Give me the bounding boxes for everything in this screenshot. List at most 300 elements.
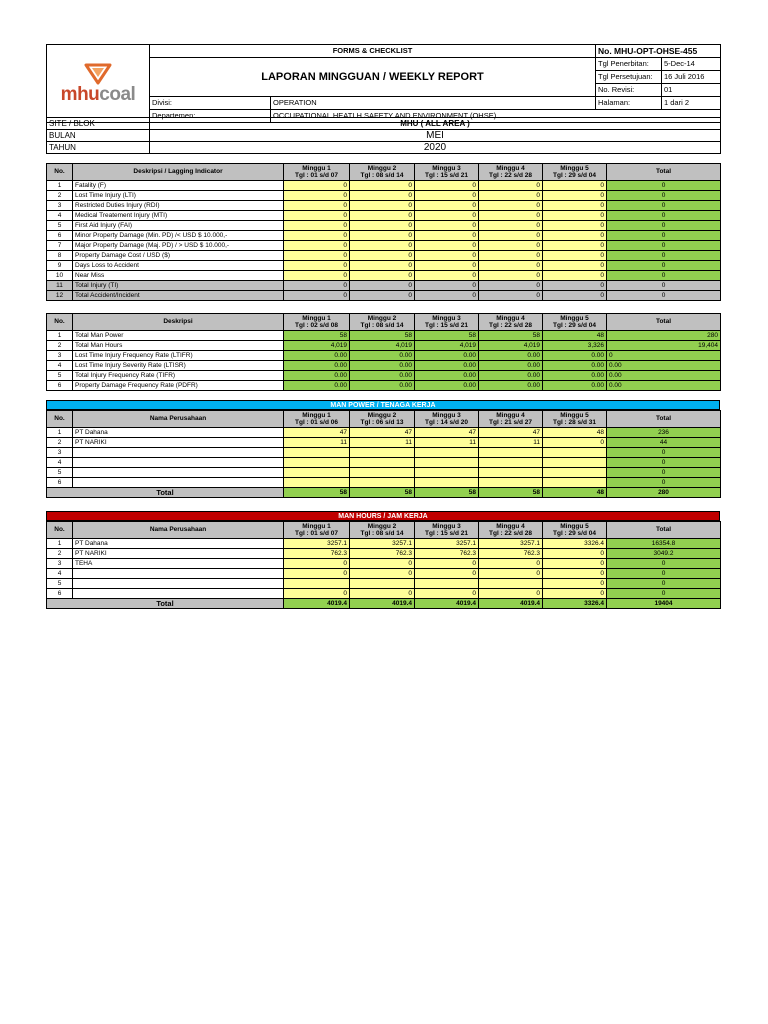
value-cell: 0.00 [350, 361, 415, 371]
value-cell: 0 [543, 181, 607, 191]
manhours-banner: MAN HOURS / JAM KERJA [46, 511, 720, 521]
document-header [46, 44, 721, 123]
value-cell: 0 [479, 211, 543, 221]
bulan-label: BULAN [47, 130, 150, 142]
row-label: Days Loss to Accident [73, 261, 284, 271]
value-cell [415, 579, 479, 589]
total-cell: 0 [607, 201, 721, 211]
table-row [47, 331, 721, 341]
logo-text-coal: coal [99, 83, 136, 105]
row-number: 8 [47, 251, 73, 261]
divisi-label: Divisi: [150, 97, 271, 110]
total-cell: 0 [607, 478, 721, 488]
value-cell: 0.00 [284, 381, 350, 391]
row-label: Property Damage Cost / USD ($) [73, 251, 284, 261]
value-cell: 0 [479, 261, 543, 271]
column-header: Total [607, 522, 721, 539]
row-label: Lost Time Injury Frequency Rate (LTIFR) [73, 351, 284, 361]
value-cell: 0 [350, 221, 415, 231]
value-cell: 58 [350, 331, 415, 341]
row-number: 3 [47, 448, 73, 458]
company-logo [47, 45, 150, 123]
row-number: 3 [47, 351, 73, 361]
row-label [73, 478, 284, 488]
row-label: Total Injury Frequency Rate (TIFR) [73, 371, 284, 381]
row-label [73, 448, 284, 458]
total-cell: 0.00 [607, 371, 721, 381]
column-header: Minggu 1 Tgl : 02 s/d 08 [284, 314, 350, 331]
row-number: 6 [47, 478, 73, 488]
table-row [47, 569, 721, 579]
table-row [47, 221, 721, 231]
row-label: Total Accident/Incident [73, 291, 284, 301]
halaman-label: Halaman: [596, 97, 662, 110]
value-cell [284, 468, 350, 478]
table-row [47, 478, 721, 488]
total-value-cell: 4019.4 [350, 599, 415, 609]
row-label: Restricted Duties Injury (RDI) [73, 201, 284, 211]
value-cell: 4,019 [415, 341, 479, 351]
value-cell: 47 [284, 428, 350, 438]
value-cell [284, 448, 350, 458]
value-cell: 0 [415, 559, 479, 569]
total-cell: 0.00 [607, 361, 721, 371]
total-cell: 0 [607, 559, 721, 569]
total-value-cell: 4019.4 [479, 599, 543, 609]
table-row [47, 201, 721, 211]
no-revisi-label: No. Revisi: [596, 84, 662, 97]
value-cell: 0 [415, 261, 479, 271]
value-cell: 0 [350, 261, 415, 271]
grand-total-cell: 280 [607, 488, 721, 498]
table-row [47, 468, 721, 478]
report-title: LAPORAN MINGGUAN / WEEKLY REPORT [150, 58, 596, 97]
row-number: 6 [47, 589, 73, 599]
value-cell: 0 [543, 438, 607, 448]
row-number: 2 [47, 549, 73, 559]
column-header: Minggu 3 Tgl : 15 s/d 21 [415, 522, 479, 539]
row-number: 5 [47, 371, 73, 381]
total-cell: 0 [607, 579, 721, 589]
mhu-logo-icon [83, 63, 113, 85]
total-cell: 0 [607, 569, 721, 579]
value-cell: 762.3 [479, 549, 543, 559]
table-row [47, 539, 721, 549]
total-cell: 0 [607, 458, 721, 468]
total-value-cell: 58 [479, 488, 543, 498]
value-cell: 0.00 [350, 381, 415, 391]
value-cell: 0.00 [415, 351, 479, 361]
row-number: 1 [47, 428, 73, 438]
value-cell: 762.3 [415, 549, 479, 559]
total-value-cell: 4019.4 [284, 599, 350, 609]
value-cell: 4,019 [350, 341, 415, 351]
total-cell: 0 [607, 589, 721, 599]
value-cell: 0 [543, 589, 607, 599]
row-number: 5 [47, 221, 73, 231]
value-cell [479, 448, 543, 458]
total-cell: 3049.2 [607, 549, 721, 559]
table-header-row [47, 314, 721, 331]
row-label: Lost Time Injury (LTI) [73, 191, 284, 201]
value-cell: 0 [543, 579, 607, 589]
row-label [73, 458, 284, 468]
row-number: 1 [47, 181, 73, 191]
column-header: No. [47, 314, 73, 331]
column-header: Minggu 4 Tgl : 22 s/d 28 [479, 314, 543, 331]
value-cell: 0.00 [479, 381, 543, 391]
column-header: Minggu 4 Tgl : 22 s/d 28 [479, 164, 543, 181]
value-cell: 0 [284, 589, 350, 599]
value-cell: 47 [415, 428, 479, 438]
value-cell [350, 478, 415, 488]
value-cell: 0.00 [479, 351, 543, 361]
value-cell: 0 [543, 191, 607, 201]
departemen-value: OCCUPATIONAL HEATLH SAFETY AND ENVIRONMENT (OHSE) [271, 110, 721, 123]
row-number: 6 [47, 231, 73, 241]
total-cell: 0 [607, 261, 721, 271]
value-cell: 0 [479, 201, 543, 211]
value-cell [543, 478, 607, 488]
value-cell: 0 [543, 281, 607, 291]
table-total-row [47, 599, 721, 609]
value-cell: 3,326 [543, 341, 607, 351]
column-header: Minggu 3 Tgl : 15 s/d 21 [415, 164, 479, 181]
value-cell: 0 [350, 589, 415, 599]
row-number: 2 [47, 191, 73, 201]
table-row [47, 181, 721, 191]
total-cell: 16354.8 [607, 539, 721, 549]
row-number: 4 [47, 211, 73, 221]
value-cell: 0 [479, 181, 543, 191]
value-cell: 0 [543, 201, 607, 211]
value-cell: 0 [350, 181, 415, 191]
value-cell: 0 [284, 291, 350, 301]
value-cell: 0 [543, 251, 607, 261]
table-row [47, 261, 721, 271]
value-cell: 0 [350, 251, 415, 261]
column-header: Nama Perusahaan [73, 522, 284, 539]
row-number: 6 [47, 381, 73, 391]
value-cell: 0 [350, 191, 415, 201]
table-row [47, 241, 721, 251]
column-header: Minggu 3 Tgl : 15 s/d 21 [415, 314, 479, 331]
value-cell [479, 468, 543, 478]
value-cell: 0 [415, 231, 479, 241]
manhours-table [46, 521, 721, 609]
table-header-row [47, 522, 721, 539]
value-cell: 0 [350, 569, 415, 579]
row-number: 4 [47, 458, 73, 468]
tgl-persetujuan-label: Tgl Persetujuan: [596, 71, 662, 84]
row-number: 7 [47, 241, 73, 251]
value-cell: 0 [350, 271, 415, 281]
row-label: Property Damage Frequency Rate (PDFR) [73, 381, 284, 391]
value-cell: 58 [479, 331, 543, 341]
value-cell: 0 [284, 569, 350, 579]
row-label: Fatality (F) [73, 181, 284, 191]
total-cell: 0 [607, 231, 721, 241]
value-cell: 0.00 [284, 371, 350, 381]
row-label: PT Dahana [73, 539, 284, 549]
value-cell: 0.00 [543, 381, 607, 391]
value-cell: 0 [479, 241, 543, 251]
value-cell [543, 448, 607, 458]
row-label: Total Man Power [73, 331, 284, 341]
table-row [47, 191, 721, 201]
value-cell: 0 [284, 251, 350, 261]
total-cell: 0 [607, 211, 721, 221]
column-header: Minggu 4 Tgl : 22 s/d 28 [479, 522, 543, 539]
value-cell: 0 [479, 231, 543, 241]
value-cell: 0 [350, 231, 415, 241]
bulan-value: MEI [150, 130, 721, 142]
row-number: 3 [47, 559, 73, 569]
tahun-label: TAHUN [47, 142, 150, 154]
tgl-persetujuan-value: 16 Juli 2016 [662, 71, 721, 84]
value-cell: 0 [415, 251, 479, 261]
value-cell: 0 [479, 281, 543, 291]
row-label: Near Miss [73, 271, 284, 281]
value-cell: 0 [543, 211, 607, 221]
value-cell: 0 [479, 569, 543, 579]
value-cell [415, 448, 479, 458]
table-row [47, 351, 721, 361]
value-cell: 0 [284, 211, 350, 221]
total-value-cell: 58 [415, 488, 479, 498]
value-cell [543, 468, 607, 478]
row-label [73, 589, 284, 599]
value-cell: 0 [415, 211, 479, 221]
site-value: MHU ( ALL AREA ) [150, 118, 721, 130]
row-label: TEHA [73, 559, 284, 569]
value-cell: 0.00 [543, 351, 607, 361]
total-value-cell: 58 [284, 488, 350, 498]
value-cell: 0 [284, 201, 350, 211]
table-row [47, 381, 721, 391]
total-cell: 0 [607, 351, 721, 361]
value-cell [350, 468, 415, 478]
total-cell: 0 [607, 271, 721, 281]
value-cell [479, 458, 543, 468]
value-cell: 58 [284, 331, 350, 341]
column-header: Minggu 4 Tgl : 21 s/d 27 [479, 411, 543, 428]
value-cell: 0.00 [415, 381, 479, 391]
value-cell [350, 458, 415, 468]
value-cell: 47 [350, 428, 415, 438]
value-cell: 0 [284, 241, 350, 251]
value-cell: 0.00 [543, 371, 607, 381]
value-cell: 0 [479, 589, 543, 599]
value-cell: 3257.1 [479, 539, 543, 549]
value-cell: 0 [350, 291, 415, 301]
logo-text-mhu: mhu [60, 83, 100, 105]
total-cell: 44 [607, 438, 721, 448]
total-value-cell: 3326.4 [543, 599, 607, 609]
total-cell: 0 [607, 181, 721, 191]
value-cell: 0.00 [415, 371, 479, 381]
row-label: Lost Time Injury Severity Rate (LTISR) [73, 361, 284, 371]
column-header: Minggu 2 Tgl : 06 s/d 13 [350, 411, 415, 428]
value-cell: 0 [415, 271, 479, 281]
row-label: PT Dahana [73, 428, 284, 438]
manpower-banner: MAN POWER / TENAGA KERJA [46, 400, 720, 410]
total-value-cell: 48 [543, 488, 607, 498]
value-cell: 0 [415, 569, 479, 579]
row-label: PT NARIKI [73, 549, 284, 559]
value-cell: 0.00 [350, 371, 415, 381]
grand-total-cell: 19404 [607, 599, 721, 609]
value-cell: 0 [284, 281, 350, 291]
value-cell [479, 478, 543, 488]
table-row [47, 341, 721, 351]
value-cell: 0 [284, 191, 350, 201]
value-cell: 3257.1 [415, 539, 479, 549]
column-header: Minggu 2 Tgl : 08 s/d 14 [350, 314, 415, 331]
row-label [73, 579, 284, 589]
value-cell: 0 [350, 201, 415, 211]
value-cell: 0.00 [350, 351, 415, 361]
value-cell: 0.00 [415, 361, 479, 371]
value-cell: 0 [479, 221, 543, 231]
table-row [47, 559, 721, 569]
value-cell: 0 [543, 549, 607, 559]
value-cell: 47 [479, 428, 543, 438]
total-cell: 0 [607, 291, 721, 301]
row-number: 11 [47, 281, 73, 291]
value-cell: 0 [479, 559, 543, 569]
value-cell: 3257.1 [350, 539, 415, 549]
value-cell: 0 [284, 221, 350, 231]
row-label [73, 468, 284, 478]
value-cell [415, 478, 479, 488]
value-cell: 11 [350, 438, 415, 448]
value-cell: 0 [543, 231, 607, 241]
value-cell: 0 [543, 221, 607, 231]
value-cell: 0.00 [479, 371, 543, 381]
value-cell: 0 [415, 191, 479, 201]
row-label: PT NARIKI [73, 438, 284, 448]
value-cell: 0 [415, 221, 479, 231]
table-row [47, 281, 721, 291]
value-cell: 0 [415, 201, 479, 211]
value-cell: 0 [350, 241, 415, 251]
row-number: 2 [47, 341, 73, 351]
total-cell: 0 [607, 191, 721, 201]
column-header: Deskripsi [73, 314, 284, 331]
value-cell [284, 458, 350, 468]
column-header: Minggu 1 Tgl : 01 s/d 06 [284, 411, 350, 428]
value-cell: 0 [284, 559, 350, 569]
value-cell: 58 [415, 331, 479, 341]
value-cell: 0 [284, 271, 350, 281]
row-number: 2 [47, 438, 73, 448]
value-cell: 0.00 [284, 361, 350, 371]
value-cell: 0 [543, 559, 607, 569]
column-header: Total [607, 314, 721, 331]
value-cell: 11 [415, 438, 479, 448]
value-cell: 0 [415, 589, 479, 599]
table-row [47, 579, 721, 589]
row-label: First Aid Injury (FAI) [73, 221, 284, 231]
value-cell: 3257.1 [284, 539, 350, 549]
doc-number: No. MHU-OPT-OHSE-455 [596, 45, 721, 58]
row-number: 4 [47, 361, 73, 371]
value-cell: 0 [415, 181, 479, 191]
row-number: 1 [47, 331, 73, 341]
column-header: No. [47, 522, 73, 539]
value-cell: 0 [479, 191, 543, 201]
value-cell [284, 478, 350, 488]
manpower-table [46, 410, 721, 498]
value-cell: 0 [350, 559, 415, 569]
table-row [47, 438, 721, 448]
value-cell [350, 579, 415, 589]
value-cell: 0 [284, 231, 350, 241]
value-cell: 0 [543, 291, 607, 301]
lagging-indicator-table [46, 163, 721, 301]
total-cell: 0 [607, 468, 721, 478]
total-label: Total [47, 488, 284, 498]
row-number: 5 [47, 579, 73, 589]
column-header: Minggu 5 Tgl : 29 s/d 04 [543, 522, 607, 539]
value-cell: 762.3 [284, 549, 350, 559]
value-cell: 0 [479, 291, 543, 301]
row-number: 3 [47, 201, 73, 211]
tahun-value: 2020 [150, 142, 721, 154]
frequency-rates-table [46, 313, 721, 391]
table-row [47, 371, 721, 381]
column-header: Minggu 2 Tgl : 08 s/d 14 [350, 522, 415, 539]
column-header: Total [607, 411, 721, 428]
value-cell: 0 [479, 271, 543, 281]
total-value-cell: 4019.4 [415, 599, 479, 609]
value-cell: 4,019 [479, 341, 543, 351]
table-row [47, 271, 721, 281]
tgl-penerbitan-label: Tgl Penerbitan: [596, 58, 662, 71]
table-row [47, 291, 721, 301]
row-label: Total Man Hours [73, 341, 284, 351]
value-cell: 0 [543, 271, 607, 281]
table-total-row [47, 488, 721, 498]
table-row [47, 428, 721, 438]
column-header: Minggu 5 Tgl : 29 s/d 04 [543, 314, 607, 331]
value-cell: 0 [350, 211, 415, 221]
value-cell: 0 [350, 281, 415, 291]
value-cell: 0.00 [284, 351, 350, 361]
total-cell: 280 [607, 331, 721, 341]
total-cell: 0 [607, 221, 721, 231]
column-header: No. [47, 411, 73, 428]
total-cell: 0 [607, 251, 721, 261]
column-header: Minggu 5 Tgl : 29 s/d 04 [543, 164, 607, 181]
value-cell: 0 [479, 251, 543, 261]
table-row [47, 251, 721, 261]
value-cell: 0 [284, 181, 350, 191]
column-header: Minggu 2 Tgl : 08 s/d 14 [350, 164, 415, 181]
total-value-cell: 58 [350, 488, 415, 498]
halaman-value: 1 dari 2 [662, 97, 721, 110]
column-header: Minggu 3 Tgl : 14 s/d 20 [415, 411, 479, 428]
row-number: 10 [47, 271, 73, 281]
value-cell [350, 448, 415, 458]
total-label: Total [47, 599, 284, 609]
value-cell: 0 [415, 281, 479, 291]
table-header-row [47, 164, 721, 181]
value-cell [415, 458, 479, 468]
column-header: Minggu 5 Tgl : 28 s/d 31 [543, 411, 607, 428]
column-header: Minggu 1 Tgl : 01 s/d 07 [284, 522, 350, 539]
